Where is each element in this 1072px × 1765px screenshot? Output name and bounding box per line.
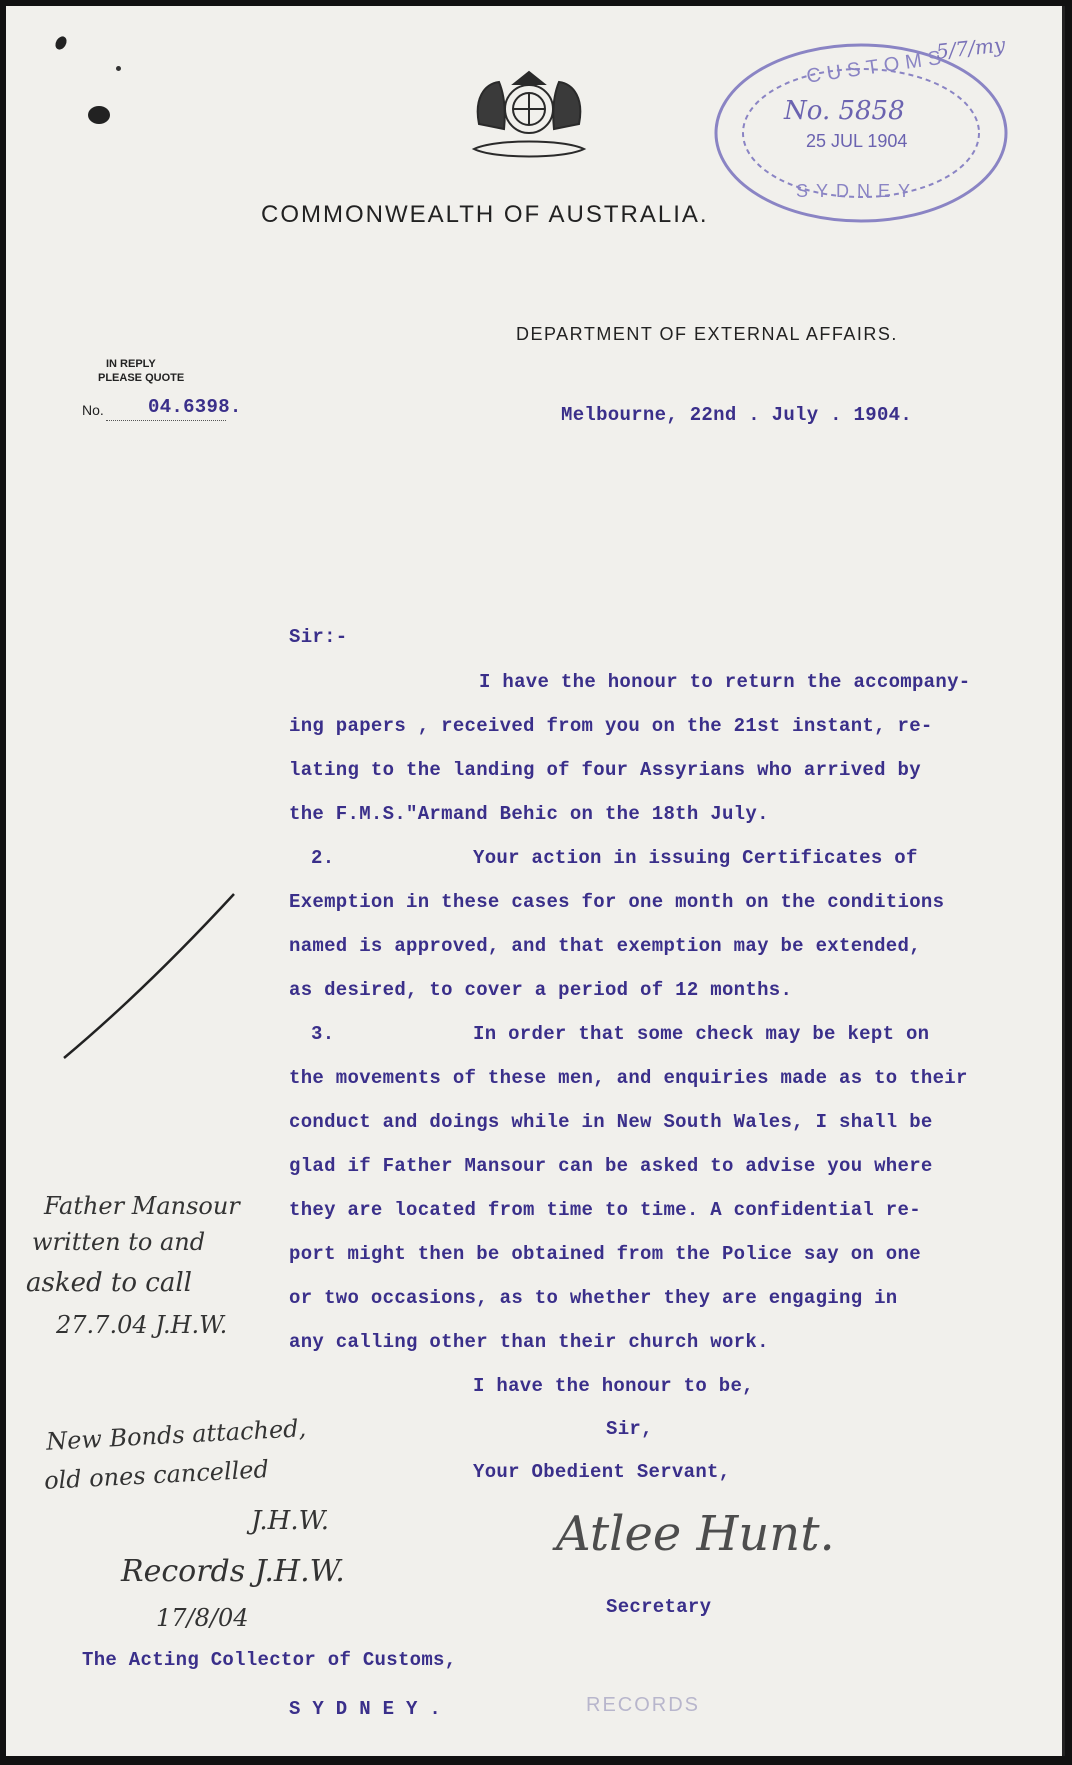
stamp-top-text: CUSTOMS — [805, 46, 949, 88]
ink-blot — [116, 66, 121, 71]
corner-note: 5/7/my — [934, 32, 1007, 64]
reply-label-line2: PLEASE QUOTE — [98, 372, 185, 384]
margin-note-line: J.H.W. — [251, 1506, 330, 1536]
margin-note-line: old ones cancelled — [43, 1455, 270, 1495]
department-name: DEPARTMENT OF EXTERNAL AFFAIRS. — [516, 324, 898, 344]
body-line: they are located from time to time. A confidential re- — [289, 1199, 921, 1221]
reference-number: 04.6398. — [148, 396, 242, 418]
body-line: I have the honour to return the accompany- — [479, 671, 971, 693]
body-line: glad if Father Mansour can be asked to advise you where — [289, 1155, 933, 1177]
place-date: Melbourne, 22nd . July . 1904. — [561, 404, 913, 426]
ink-blot — [88, 106, 110, 124]
body-line: Exemption in these cases for one month on the conditions — [289, 891, 945, 913]
margin-note-line: 27.7.04 J.H.W. — [56, 1311, 228, 1339]
signatory-title: Secretary — [606, 1596, 712, 1618]
stamp-bottom-text: SYDNEY — [796, 181, 919, 201]
body-line: named is approved, and that exemption may be extended, — [289, 935, 921, 957]
body-line: or two occasions, as to whether they are engaging in — [289, 1287, 898, 1309]
closing-line: Sir, — [606, 1418, 653, 1440]
closing-line: Your Obedient Servant, — [473, 1461, 731, 1483]
addressee: The Acting Collector of Customs, — [82, 1649, 457, 1671]
margin-note-line: written to and — [32, 1228, 206, 1256]
body-line: In order that some check may be kept on — [473, 1023, 930, 1045]
stamp-date: 25 JUL 1904 — [806, 131, 908, 151]
body-line: the F.M.S."Armand Behic on the 18th July. — [289, 803, 769, 825]
margin-note-line: Records J.H.W. — [121, 1554, 345, 1589]
margin-note-line: asked to call — [26, 1268, 192, 1298]
margin-note-line: New Bonds attached, — [45, 1414, 307, 1456]
body-line: lating to the landing of four Assyrians who arrived by — [289, 759, 921, 781]
margin-note-line: 17/8/04 — [156, 1604, 249, 1632]
coat-of-arms-emblem — [454, 54, 604, 169]
reply-label-line1: IN REPLY — [106, 358, 156, 370]
letterhead-title: COMMONWEALTH OF AUSTRALIA. — [261, 201, 709, 228]
addressee-city: S Y D N E Y . — [289, 1698, 442, 1720]
body-line: port might then be obtained from the Police say on one — [289, 1243, 921, 1265]
reply-no-label: No. — [82, 402, 104, 418]
body-line: as desired, to cover a period of 12 months. — [289, 979, 793, 1001]
body-line: Your action in issuing Certificates of — [473, 847, 918, 869]
body-line: the movements of these men, and enquiries made as to their — [289, 1067, 968, 1089]
closing-line: I have the honour to be, — [473, 1375, 754, 1397]
paragraph-number: 2. — [311, 847, 335, 869]
stamp-number: No. 5858 — [784, 96, 905, 126]
faint-records-stamp: RECORDS — [586, 1694, 701, 1716]
body-line: ing papers , received from you on the 21st instant, re- — [289, 715, 933, 737]
ink-blot — [53, 34, 69, 51]
margin-note-line: Father Mansour — [44, 1192, 240, 1220]
salutation: Sir:- — [289, 626, 348, 648]
signature: Atlee Hunt. — [556, 1506, 835, 1562]
body-line: any calling other than their church work. — [289, 1331, 769, 1353]
reply-no-underline — [106, 420, 226, 421]
letter-page — [6, 6, 1065, 1756]
paragraph-number: 3. — [311, 1023, 335, 1045]
margin-pen-stroke — [56, 886, 246, 1066]
body-line: conduct and doings while in New South Wales, I shall be — [289, 1111, 933, 1133]
